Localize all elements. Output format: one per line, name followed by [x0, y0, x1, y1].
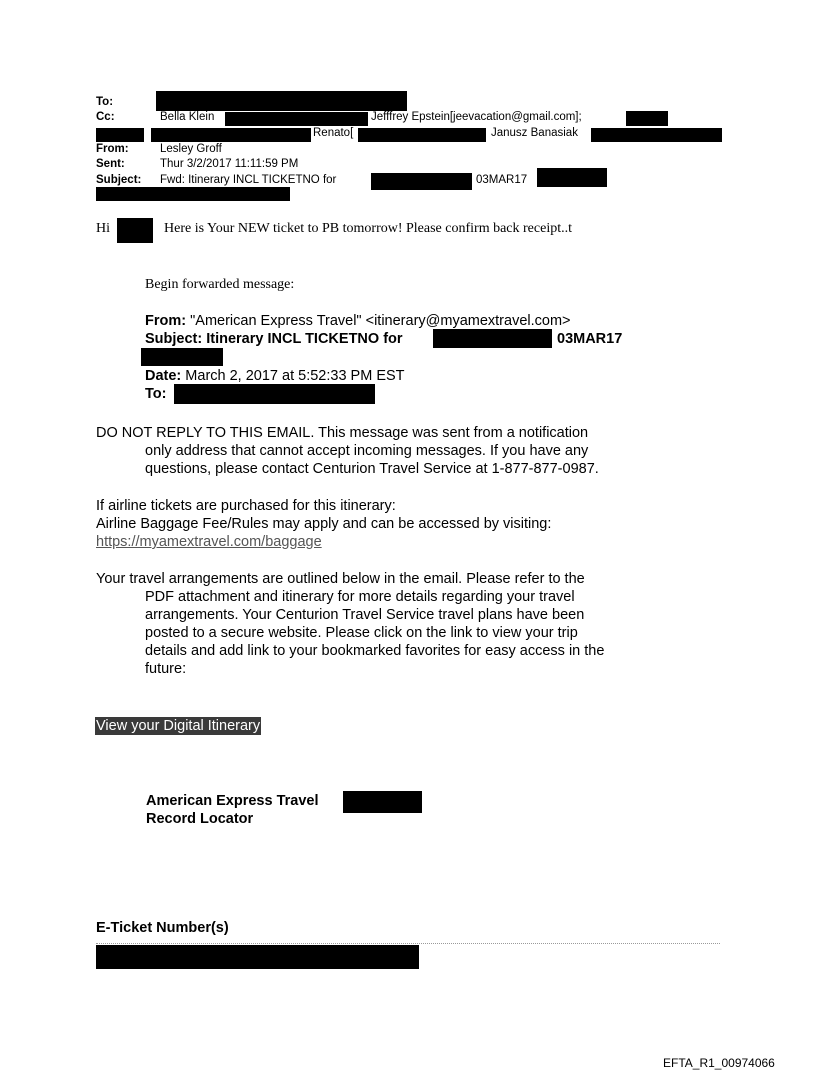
- redaction-block: [141, 348, 223, 366]
- subject-value: Fwd: Itinerary INCL TICKETNO for: [160, 174, 337, 186]
- bates-number: EFTA_R1_00974066: [663, 1056, 775, 1070]
- baggage-line: Airline Baggage Fee/Rules may apply and can be accessed by visiting:: [96, 516, 552, 532]
- redaction-block: [371, 173, 472, 190]
- from-label: From:: [96, 143, 129, 155]
- to-label: To:: [96, 96, 114, 108]
- redaction-block: [225, 112, 368, 126]
- redaction-block: [156, 91, 407, 111]
- redaction-block: [151, 128, 311, 142]
- arrangements-line: Your travel arrangements are outlined below in the email. Please refer to the: [96, 571, 585, 587]
- fwd-date-value: March 2, 2017 at 5:52:33 PM EST: [185, 368, 405, 384]
- redaction-block: [343, 791, 422, 813]
- begin-forwarded: Begin forwarded message:: [145, 277, 295, 292]
- redaction-block: [537, 168, 607, 187]
- redaction-block: [358, 128, 486, 142]
- locator-label: Record Locator: [146, 811, 254, 827]
- sent-value: Thur 3/2/2017 11:11:59 PM: [160, 158, 299, 170]
- redaction-block: [96, 945, 419, 969]
- redaction-block: [96, 187, 290, 201]
- fwd-from-value: "American Express Travel" <itinerary@myamextravel.com>: [190, 313, 571, 329]
- divider: [96, 943, 720, 944]
- fwd-date-label: Date:: [145, 368, 182, 384]
- baggage-line: If airline tickets are purchased for this itinerary:: [96, 498, 396, 514]
- redaction-block: [626, 111, 668, 126]
- fwd-subject-date: 03MAR17: [557, 331, 623, 347]
- subject-label: Subject:: [96, 174, 142, 186]
- notice-line: questions, please contact Centurion Travel Service at 1-877-877-0987.: [145, 461, 599, 477]
- from-value: Lesley Groff: [160, 143, 222, 155]
- fwd-from-label: From:: [145, 313, 187, 329]
- redaction-block: [591, 128, 722, 142]
- redaction-block: [433, 329, 552, 348]
- baggage-link[interactable]: https://myamextravel.com/baggage: [96, 534, 322, 550]
- notice-line: DO NOT REPLY TO THIS EMAIL. This message was sent from a notification: [96, 425, 589, 441]
- arrangements-paragraph: [96, 570, 604, 678]
- notice-line: only address that cannot accept incoming messages. If you have any: [145, 443, 589, 459]
- locator-title: American Express Travel: [146, 793, 319, 809]
- arrangements-line: details and add link to your bookmarked favorites for easy access in the: [145, 643, 605, 659]
- fwd-subject-label: Subject: Itinerary INCL TICKETNO for: [145, 331, 403, 347]
- redaction-block: [117, 218, 153, 243]
- eticket-heading: E-Ticket Number(s): [96, 920, 229, 936]
- greeting-hi: Hi: [96, 221, 110, 236]
- cc-label: Cc:: [96, 111, 115, 123]
- sent-label: Sent:: [96, 158, 125, 170]
- baggage-paragraph: [96, 497, 551, 551]
- greeting-message: Here is Your NEW ticket to PB tomorrow! Please confirm back receipt..t: [164, 221, 572, 236]
- arrangements-line: future:: [145, 661, 187, 677]
- redaction-block: [96, 128, 144, 142]
- arrangements-line: posted to a secure website. Please click on the link to view your trip: [145, 625, 578, 641]
- cc-jeffrey: Jefffrey Epstein[jeevacation@gmail.com];: [371, 111, 582, 123]
- view-digital-itinerary-button[interactable]: View your Digital Itinerary: [96, 718, 261, 734]
- subject-date: 03MAR17: [476, 174, 528, 186]
- cc-janusz: Janusz Banasiak: [491, 127, 578, 139]
- arrangements-line: PDF attachment and itinerary for more details regarding your travel: [145, 589, 575, 605]
- notice-paragraph: [96, 424, 599, 478]
- arrangements-line: arrangements. Your Centurion Travel Service travel plans have been: [145, 607, 585, 623]
- fwd-to-label: To:: [145, 386, 167, 402]
- cc-renato: Renato[: [313, 127, 354, 139]
- cc-bella-klein: Bella Klein: [160, 111, 215, 123]
- redaction-block: [174, 384, 375, 404]
